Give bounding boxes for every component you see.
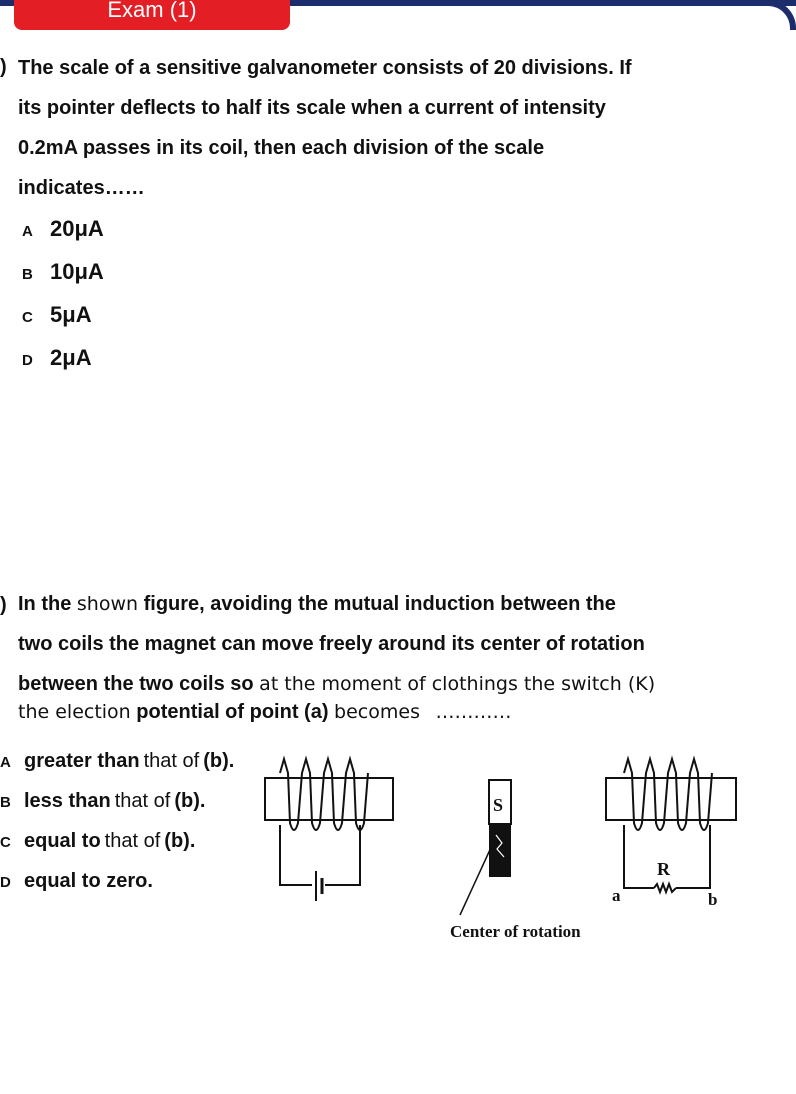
question-1-line: The scale of a sensitive galvanometer consists of 20 divisions. If bbox=[18, 57, 632, 79]
q2-text-part: between the two coils so bbox=[18, 673, 254, 695]
question-2-text bbox=[18, 584, 655, 704]
option-bold: greater than bbox=[24, 750, 140, 772]
point-b-label: b bbox=[708, 890, 718, 909]
option-letter: C bbox=[22, 309, 33, 326]
question-1-option-c[interactable] bbox=[22, 302, 92, 328]
question-1-marker: ) bbox=[0, 56, 7, 78]
q2-text-part: at the moment of clothings the switch (K) bbox=[259, 673, 656, 695]
option-bold: equal to zero. bbox=[24, 870, 153, 892]
option-value: 10μA bbox=[50, 259, 104, 284]
option-normal: that of bbox=[104, 830, 161, 852]
question-1-line: 0.2mA passes in its coil, then each division of the scale bbox=[18, 137, 545, 159]
resistor-symbol bbox=[654, 884, 676, 892]
exam-title-tab bbox=[14, 0, 290, 30]
point-a-label: a bbox=[612, 886, 621, 905]
right-coil-core bbox=[606, 778, 736, 820]
question-2-option-b[interactable] bbox=[0, 790, 205, 813]
exam-title: Exam (1) bbox=[107, 0, 197, 22]
q2-text-part: the election bbox=[18, 701, 131, 723]
option-value: 2μA bbox=[50, 345, 92, 370]
q2-text-part: potential of point (a) bbox=[136, 701, 329, 723]
option-letter: A bbox=[0, 754, 11, 771]
question-1-text bbox=[18, 48, 632, 208]
question-2-option-c[interactable] bbox=[0, 830, 195, 853]
option-bold: less than bbox=[24, 790, 111, 812]
question-1-option-d[interactable] bbox=[22, 345, 92, 371]
option-letter: D bbox=[0, 874, 11, 891]
option-letter: A bbox=[22, 223, 33, 240]
center-pointer bbox=[460, 841, 494, 915]
left-coil-core bbox=[265, 778, 393, 820]
resistor-label: R bbox=[657, 859, 670, 879]
option-letter: D bbox=[22, 352, 33, 369]
option-tail: (b). bbox=[203, 750, 235, 772]
question-2-line-4 bbox=[18, 696, 512, 728]
question-2-line-1 bbox=[18, 584, 655, 624]
q2-text-part: In the bbox=[18, 593, 72, 615]
option-bold: equal to bbox=[24, 830, 101, 852]
option-letter: C bbox=[0, 834, 11, 851]
question-2-option-a[interactable] bbox=[0, 750, 234, 773]
q2-text-part: becomes bbox=[334, 701, 420, 723]
option-value: 20μA bbox=[50, 216, 104, 241]
magnet-north-half bbox=[489, 824, 511, 877]
q2-text-part: ………… bbox=[435, 701, 512, 723]
question-1-line: indicates…… bbox=[18, 177, 145, 199]
question-1-line: its pointer deflects to half its scale when a current of intensity bbox=[18, 97, 606, 119]
option-tail: (b). bbox=[164, 830, 196, 852]
magnet-label: S bbox=[493, 795, 504, 815]
option-letter: B bbox=[0, 794, 11, 811]
question-2-option-d[interactable] bbox=[0, 870, 153, 893]
option-letter: B bbox=[22, 266, 33, 283]
question-2-line-2: two coils the magnet can move freely around its center of rotation bbox=[18, 633, 645, 655]
option-normal: that of bbox=[143, 750, 200, 772]
option-value: 5μA bbox=[50, 302, 92, 327]
q2-text-part: figure, avoiding the mutual induction between the bbox=[143, 593, 616, 615]
question-2-marker: ) bbox=[0, 594, 7, 616]
q2-text-part: shown bbox=[76, 593, 139, 615]
question-1-option-b[interactable] bbox=[22, 259, 104, 285]
center-caption: Center of rotation bbox=[450, 922, 581, 941]
left-circuit-wire bbox=[280, 825, 360, 885]
option-normal: that of bbox=[114, 790, 171, 812]
question-1-option-a[interactable] bbox=[22, 216, 104, 242]
option-tail: (b). bbox=[174, 790, 206, 812]
circuit-figure bbox=[250, 745, 750, 950]
